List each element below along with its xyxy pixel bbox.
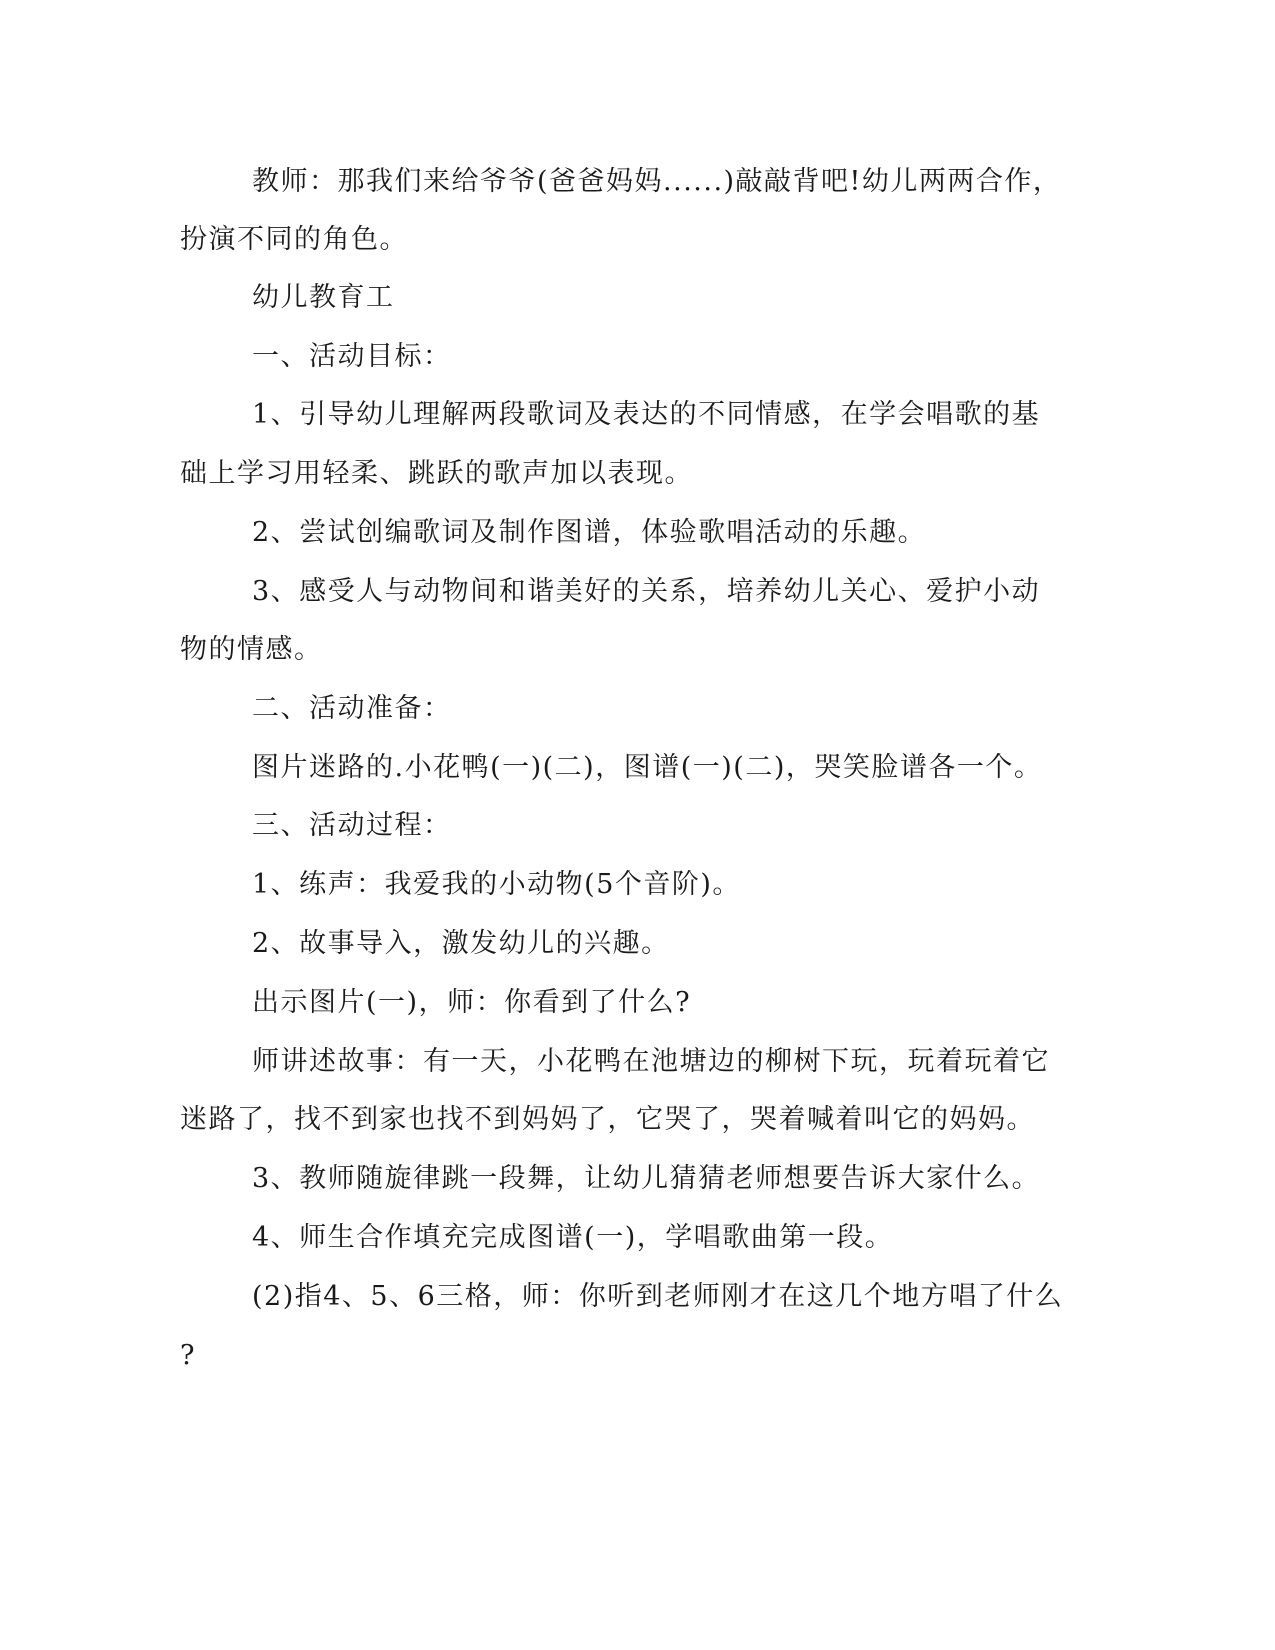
paragraph-line: 3、教师随旋律跳一段舞，让幼儿猜猜老师想要告诉大家什么。 [252, 1163, 1041, 1194]
paragraph-line: 3、感受人与动物间和谐美好的关系，培养幼儿关心、爱护小动 [252, 576, 1041, 607]
section-heading: 二、活动准备： [252, 693, 452, 724]
paragraph-line: 教师：那我们来给爷爷(爸爸妈妈......)敲敲背吧!幼儿两两合作， [252, 166, 1062, 197]
section-heading: 三、活动过程： [252, 810, 452, 841]
paragraph-line: 物的情感。 [180, 634, 323, 665]
paragraph-line: 2、故事导入，激发幼儿的兴趣。 [252, 928, 670, 959]
paragraph-line: 扮演不同的角色。 [180, 224, 408, 255]
paragraph-line: 师讲述故事：有一天，小花鸭在池塘边的柳树下玩，玩着玩着它 [252, 1046, 1050, 1077]
paragraph-line: ? [180, 1340, 196, 1371]
paragraph-line: (2)指4、5、6三格，师：你听到老师刚才在这几个地方唱了什么 [252, 1281, 1064, 1312]
paragraph-line: 1、练声：我爱我的小动物(5个音阶)。 [252, 869, 741, 900]
paragraph-line: 图片迷路的.小花鸭(一)(二)，图谱(一)(二)，哭笑脸谱各一个。 [252, 752, 1043, 783]
paragraph-line: 2、尝试创编歌词及制作图谱，体验歌唱活动的乐趣。 [252, 517, 927, 548]
paragraph-line: 础上学习用轻柔、跳跃的歌声加以表现。 [180, 458, 693, 489]
paragraph-line: 1、引导幼儿理解两段歌词及表达的不同情感，在学会唱歌的基 [252, 399, 1041, 430]
paragraph-line: 迷路了，找不到家也找不到妈妈了，它哭了，哭着喊着叫它的妈妈。 [180, 1104, 1035, 1135]
paragraph-line: 出示图片(一)，师：你看到了什么? [252, 987, 692, 1018]
section-heading: 一、活动目标： [252, 341, 452, 372]
paragraph-line: 4、师生合作填充完成图谱(一)，学唱歌曲第一段。 [252, 1222, 894, 1253]
section-heading: 幼儿教育工 [252, 282, 395, 313]
